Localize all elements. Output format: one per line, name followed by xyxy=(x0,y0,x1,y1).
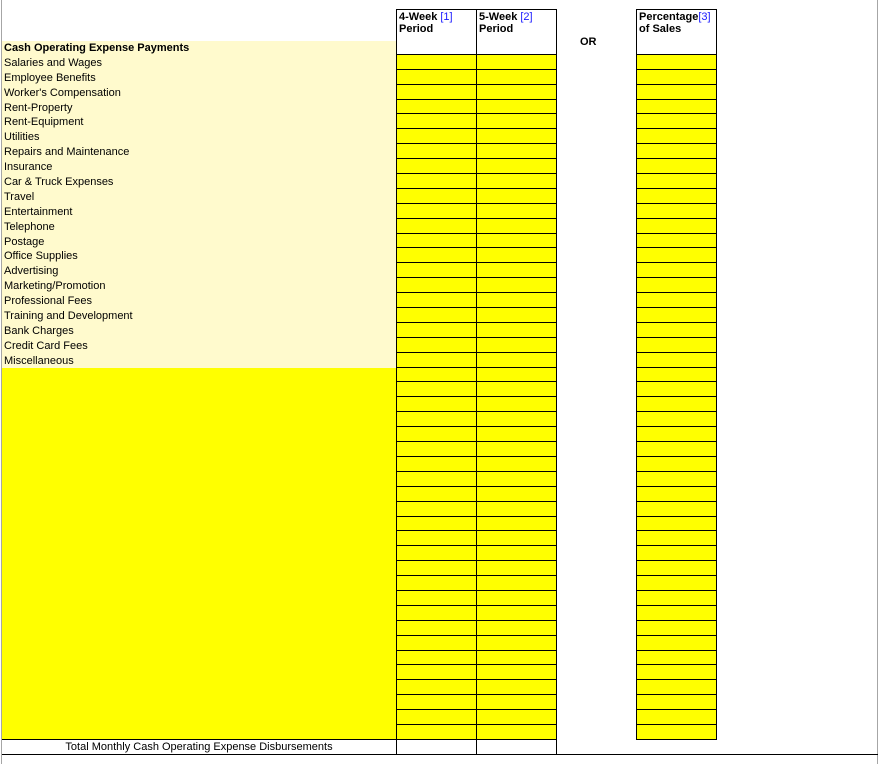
week4-input-cell[interactable] xyxy=(397,546,476,561)
week5-input-cell[interactable] xyxy=(477,338,556,353)
percentage-input-cell[interactable] xyxy=(637,85,716,100)
week5-input-cell[interactable] xyxy=(477,382,556,397)
percentage-input-cell[interactable] xyxy=(637,427,716,442)
week5-input-cell[interactable] xyxy=(477,636,556,651)
expense-label: Training and Development xyxy=(2,309,396,324)
percentage-input-cell[interactable] xyxy=(637,531,716,546)
expense-label: Rent-Equipment xyxy=(2,115,396,130)
expense-label: Worker's Compensation xyxy=(2,86,396,101)
week5-input-cell[interactable] xyxy=(477,412,556,427)
percentage-input-cell[interactable] xyxy=(637,472,716,487)
expense-label: Employee Benefits xyxy=(2,71,396,86)
percentage-input-cell[interactable] xyxy=(637,248,716,263)
week5-input-cell[interactable] xyxy=(477,457,556,472)
percentage-input-cell[interactable] xyxy=(637,55,716,70)
expense-label: Repairs and Maintenance xyxy=(2,145,396,160)
week4-input-cell[interactable] xyxy=(397,725,476,740)
percentage-input-cell[interactable] xyxy=(637,606,716,621)
week4-input-cell[interactable] xyxy=(397,636,476,651)
percentage-input-cell[interactable] xyxy=(637,293,716,308)
percentage-input-cell[interactable] xyxy=(637,353,716,368)
week5-input-cell[interactable] xyxy=(477,606,556,621)
percentage-input-cell[interactable] xyxy=(637,382,716,397)
week4-input-cell[interactable] xyxy=(397,204,476,219)
week4-input-cell[interactable] xyxy=(397,606,476,621)
expense-label: Marketing/Promotion xyxy=(2,279,396,294)
expense-label: Entertainment xyxy=(2,205,396,220)
expense-label: Professional Fees xyxy=(2,294,396,309)
header-4-week-title: 4-Week xyxy=(399,11,441,23)
week5-input-cell[interactable] xyxy=(477,680,556,695)
week4-input-cell[interactable] xyxy=(397,680,476,695)
percentage-input-cell[interactable] xyxy=(637,487,716,502)
percentage-input-cell[interactable] xyxy=(637,591,716,606)
week5-input-cell[interactable] xyxy=(477,248,556,263)
percentage-input-cell[interactable] xyxy=(637,457,716,472)
expense-label: Car & Truck Expenses xyxy=(2,175,396,190)
week5-input-cell[interactable] xyxy=(477,487,556,502)
expense-label: Utilities xyxy=(2,130,396,145)
week4-input-cell[interactable] xyxy=(397,561,476,576)
week4-input-cell[interactable] xyxy=(397,502,476,517)
week4-input-cell[interactable] xyxy=(397,457,476,472)
expense-label: Postage xyxy=(2,235,396,250)
week4-input-cell[interactable] xyxy=(397,382,476,397)
week4-input-cell[interactable] xyxy=(397,591,476,606)
percentage-input-cell[interactable] xyxy=(637,710,716,725)
bottom-divider xyxy=(2,754,878,755)
week4-input-cell[interactable] xyxy=(397,85,476,100)
week5-input-cell[interactable] xyxy=(477,576,556,591)
week5-input-cell[interactable] xyxy=(477,665,556,680)
percentage-input-cell[interactable] xyxy=(637,621,716,636)
blank-entry-block[interactable] xyxy=(2,368,396,739)
week4-input-cell[interactable] xyxy=(397,353,476,368)
week4-input-cell[interactable] xyxy=(397,427,476,442)
week4-input-cell[interactable] xyxy=(397,397,476,412)
week5-input-cell[interactable] xyxy=(477,546,556,561)
header-5-week-title: 5-Week xyxy=(479,11,521,23)
week4-input-cell[interactable] xyxy=(397,100,476,115)
week4-input-cell[interactable] xyxy=(397,278,476,293)
week5-input-cell[interactable] xyxy=(477,323,556,338)
week5-input-cell[interactable] xyxy=(477,204,556,219)
week5-input-cell[interactable] xyxy=(477,129,556,144)
week4-input-cell[interactable] xyxy=(397,114,476,129)
percentage-input-cell[interactable] xyxy=(637,546,716,561)
week5-input-cell[interactable] xyxy=(477,70,556,85)
week4-input-cell[interactable] xyxy=(397,651,476,666)
total-5-week-cell[interactable] xyxy=(476,739,557,754)
week5-input-cell[interactable] xyxy=(477,621,556,636)
week5-input-cell[interactable] xyxy=(477,278,556,293)
week5-input-cell[interactable] xyxy=(477,442,556,457)
header-percentage-sales: of Sales xyxy=(639,23,682,35)
percentage-input-cell[interactable] xyxy=(637,219,716,234)
percentage-input-cell[interactable] xyxy=(637,695,716,710)
week5-input-cell[interactable] xyxy=(477,561,556,576)
week4-input-cell[interactable] xyxy=(397,665,476,680)
percentage-input-cell[interactable] xyxy=(637,517,716,532)
week5-input-cell[interactable] xyxy=(477,55,556,70)
week5-input-cell[interactable] xyxy=(477,159,556,174)
percentage-input-cell[interactable] xyxy=(637,680,716,695)
column-4-week xyxy=(396,40,477,740)
week4-input-cell[interactable] xyxy=(397,695,476,710)
percentage-input-cell[interactable] xyxy=(637,651,716,666)
footnote-link-1[interactable]: [1] xyxy=(440,11,453,23)
percentage-input-cell[interactable] xyxy=(637,204,716,219)
percentage-input-cell[interactable] xyxy=(637,129,716,144)
percentage-input-cell[interactable] xyxy=(637,561,716,576)
week4-input-cell[interactable] xyxy=(397,576,476,591)
percentage-input-cell[interactable] xyxy=(637,502,716,517)
week4-input-cell[interactable] xyxy=(397,263,476,278)
week4-input-cell[interactable] xyxy=(397,621,476,636)
week4-input-cell[interactable] xyxy=(397,70,476,85)
week4-input-cell[interactable] xyxy=(397,308,476,323)
week5-input-cell[interactable] xyxy=(477,174,556,189)
percentage-header-cell[interactable] xyxy=(637,40,716,55)
week4-input-cell[interactable] xyxy=(397,159,476,174)
expense-label: Insurance xyxy=(2,160,396,175)
expense-label-column xyxy=(2,41,396,369)
percentage-input-cell[interactable] xyxy=(637,665,716,680)
week5-input-cell[interactable] xyxy=(477,651,556,666)
percentage-input-cell[interactable] xyxy=(637,174,716,189)
percentage-input-cell[interactable] xyxy=(637,338,716,353)
percentage-input-cell[interactable] xyxy=(637,323,716,338)
footnote-link-2[interactable]: [2] xyxy=(520,11,533,23)
week4-input-cell[interactable] xyxy=(397,323,476,338)
week5-input-cell[interactable] xyxy=(477,531,556,546)
week4-input-cell[interactable] xyxy=(397,472,476,487)
week4-input-cell[interactable] xyxy=(397,487,476,502)
week4-input-cell[interactable] xyxy=(397,531,476,546)
percentage-input-cell[interactable] xyxy=(637,636,716,651)
week5-input-cell[interactable] xyxy=(477,85,556,100)
expense-label: Salaries and Wages xyxy=(2,56,396,71)
week5-header-cell[interactable] xyxy=(477,40,556,55)
week4-input-cell[interactable] xyxy=(397,248,476,263)
week4-input-cell[interactable] xyxy=(397,338,476,353)
week5-input-cell[interactable] xyxy=(477,591,556,606)
percentage-input-cell[interactable] xyxy=(637,308,716,323)
percentage-input-cell[interactable] xyxy=(637,576,716,591)
expense-worksheet xyxy=(2,0,877,764)
percentage-input-cell[interactable] xyxy=(637,189,716,204)
section-title: Cash Operating Expense Payments xyxy=(2,41,396,56)
expense-label: Telephone xyxy=(2,220,396,235)
header-percentage-title: Percentage xyxy=(639,11,699,23)
week4-input-cell[interactable] xyxy=(397,144,476,159)
week5-input-cell[interactable] xyxy=(477,293,556,308)
week5-input-cell[interactable] xyxy=(477,427,556,442)
column-5-week xyxy=(476,40,557,740)
week5-input-cell[interactable] xyxy=(477,219,556,234)
week5-input-cell[interactable] xyxy=(477,517,556,532)
percentage-input-cell[interactable] xyxy=(637,114,716,129)
percentage-input-cell[interactable] xyxy=(637,144,716,159)
week4-input-cell[interactable] xyxy=(397,517,476,532)
week5-input-cell[interactable] xyxy=(477,189,556,204)
percentage-input-cell[interactable] xyxy=(637,368,716,383)
week4-input-cell[interactable] xyxy=(397,710,476,725)
week4-input-cell[interactable] xyxy=(397,129,476,144)
expense-label: Miscellaneous xyxy=(2,354,396,369)
total-4-week-cell[interactable] xyxy=(396,739,477,754)
percentage-input-cell[interactable] xyxy=(637,234,716,249)
week5-input-cell[interactable] xyxy=(477,710,556,725)
percentage-input-cell[interactable] xyxy=(637,412,716,427)
week5-input-cell[interactable] xyxy=(477,308,556,323)
percentage-input-cell[interactable] xyxy=(637,397,716,412)
percentage-input-cell[interactable] xyxy=(637,263,716,278)
week4-input-cell[interactable] xyxy=(397,234,476,249)
expense-label: Bank Charges xyxy=(2,324,396,339)
percentage-input-cell[interactable] xyxy=(637,278,716,293)
percentage-input-cell[interactable] xyxy=(637,100,716,115)
week5-input-cell[interactable] xyxy=(477,725,556,740)
percentage-input-cell[interactable] xyxy=(637,442,716,457)
column-percentage xyxy=(636,40,717,740)
week5-input-cell[interactable] xyxy=(477,100,556,115)
week5-input-cell[interactable] xyxy=(477,263,556,278)
header-5-week-period: Period xyxy=(479,23,514,35)
week5-input-cell[interactable] xyxy=(477,472,556,487)
percentage-input-cell[interactable] xyxy=(637,159,716,174)
week4-input-cell[interactable] xyxy=(397,174,476,189)
week5-input-cell[interactable] xyxy=(477,234,556,249)
total-label: Total Monthly Cash Operating Expense Disbursements xyxy=(2,739,396,754)
week4-input-cell[interactable] xyxy=(397,368,476,383)
week5-input-cell[interactable] xyxy=(477,397,556,412)
week4-input-cell[interactable] xyxy=(397,219,476,234)
or-label: OR xyxy=(580,36,597,48)
week4-input-cell[interactable] xyxy=(397,412,476,427)
expense-label: Rent-Property xyxy=(2,101,396,116)
total-row xyxy=(2,739,877,754)
expense-label-list xyxy=(2,56,396,369)
expense-label: Advertising xyxy=(2,264,396,279)
week5-input-cell[interactable] xyxy=(477,695,556,710)
week5-input-cell[interactable] xyxy=(477,502,556,517)
week4-input-cell[interactable] xyxy=(397,55,476,70)
week4-input-cell[interactable] xyxy=(397,189,476,204)
percentage-input-cell[interactable] xyxy=(637,70,716,85)
week4-input-cell[interactable] xyxy=(397,442,476,457)
header-4-week-period: Period xyxy=(399,23,434,35)
week4-input-cell[interactable] xyxy=(397,293,476,308)
week4-header-cell[interactable] xyxy=(397,40,476,55)
expense-label: Credit Card Fees xyxy=(2,339,396,354)
expense-label: Office Supplies xyxy=(2,249,396,264)
week5-input-cell[interactable] xyxy=(477,144,556,159)
week5-input-cell[interactable] xyxy=(477,114,556,129)
expense-label: Travel xyxy=(2,190,396,205)
footnote-link-3[interactable]: [3] xyxy=(698,11,711,23)
week5-input-cell[interactable] xyxy=(477,353,556,368)
percentage-input-cell[interactable] xyxy=(637,725,716,740)
week5-input-cell[interactable] xyxy=(477,368,556,383)
